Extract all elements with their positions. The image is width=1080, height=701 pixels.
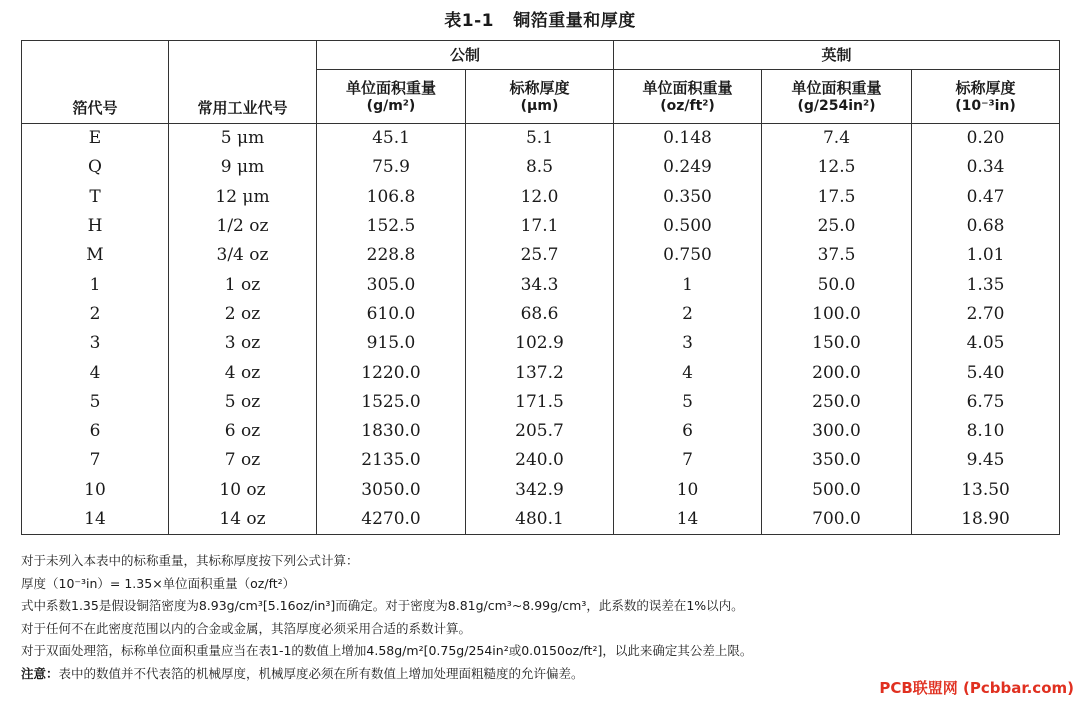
table-cell: 5 xyxy=(22,388,169,417)
header-label: 单位面积重量 xyxy=(791,78,882,97)
table-cell: 2 xyxy=(22,300,169,329)
table-cell: 14 oz xyxy=(169,505,317,535)
table-cell: 700.0 xyxy=(762,505,912,535)
table-cell: 1 xyxy=(614,270,762,299)
table-row xyxy=(22,417,1060,446)
table-cell: 0.350 xyxy=(614,183,762,212)
table-cell: 2.70 xyxy=(912,300,1060,329)
table-cell: 50.0 xyxy=(762,270,912,299)
table-row xyxy=(22,212,1060,241)
table-cell: 8.5 xyxy=(466,153,614,182)
table-cell: 4270.0 xyxy=(317,505,466,535)
table-row xyxy=(22,476,1060,505)
table-cell: 1.01 xyxy=(912,241,1060,270)
header-metric-thickness xyxy=(466,70,614,124)
header-label: 标称厚度 xyxy=(955,78,1016,97)
table-cell: 12 μm xyxy=(169,183,317,212)
table-row xyxy=(22,124,1060,154)
header-metric-weight xyxy=(317,70,466,124)
table-cell: 152.5 xyxy=(317,212,466,241)
table-row xyxy=(22,358,1060,387)
header-unit: (oz/ft²) xyxy=(660,97,715,114)
table-cell: 34.3 xyxy=(466,270,614,299)
table-cell: 3 oz xyxy=(169,329,317,358)
header-imperial-weight-g254in2 xyxy=(762,70,912,124)
table-cell: 0.500 xyxy=(614,212,762,241)
table-cell: 480.1 xyxy=(466,505,614,535)
table-row xyxy=(22,388,1060,417)
table-row xyxy=(22,446,1060,475)
table-cell: 4.05 xyxy=(912,329,1060,358)
table-cell: 7 xyxy=(614,446,762,475)
table-cell: E xyxy=(22,124,169,154)
table-cell: 0.34 xyxy=(912,153,1060,182)
table-row xyxy=(22,505,1060,535)
copper-foil-table xyxy=(21,40,1060,535)
table-cell: 6.75 xyxy=(912,388,1060,417)
table-cell: 7.4 xyxy=(762,124,912,154)
table-cell: H xyxy=(22,212,169,241)
header-imperial-weight-ozft2 xyxy=(614,70,762,124)
table-cell: 205.7 xyxy=(466,417,614,446)
header-foil-code: 箔代号 xyxy=(22,41,169,124)
table-cell: 2135.0 xyxy=(317,446,466,475)
table-cell: 7 oz xyxy=(169,446,317,475)
header-label: 标称厚度 xyxy=(509,78,570,97)
table-cell: 10 oz xyxy=(169,476,317,505)
note-line: 对于未列入本表中的标称重量，其标称厚度按下列公式计算： xyxy=(21,553,359,568)
table-cell: 3/4 oz xyxy=(169,241,317,270)
table-cell: 1220.0 xyxy=(317,358,466,387)
table-cell: 5.1 xyxy=(466,124,614,154)
note-line: 式中系数1.35是假设铜箔密度为8.93g/cm³[5.16oz/in³]而确定。对于密度为8.81g/cm³~8.99g/cm³，此系数的误差在1%以内。 xyxy=(21,598,744,613)
note-final-text: 表中的数值并不代表箔的机械厚度，机械厚度必须在所有数值上增加处理面粗糙度的允许偏差。 xyxy=(58,665,584,681)
table-cell: 150.0 xyxy=(762,329,912,358)
table-cell: 0.47 xyxy=(912,183,1060,212)
table-cell: 5 oz xyxy=(169,388,317,417)
table-cell: 4 oz xyxy=(169,358,317,387)
header-group-metric: 公制 xyxy=(317,41,614,70)
table-cell: 350.0 xyxy=(762,446,912,475)
table-cell: 0.68 xyxy=(912,212,1060,241)
table-cell: T xyxy=(22,183,169,212)
table-cell: 5 μm xyxy=(169,124,317,154)
table-cell: 1/2 oz xyxy=(169,212,317,241)
table-cell: 2 oz xyxy=(169,300,317,329)
header-industry-code: 常用工业代号 xyxy=(169,41,317,124)
table-cell: 68.6 xyxy=(466,300,614,329)
table-cell: 0.148 xyxy=(614,124,762,154)
table-cell: 1 xyxy=(22,270,169,299)
table-cell: 7 xyxy=(22,446,169,475)
table-cell: 915.0 xyxy=(317,329,466,358)
table-row xyxy=(22,300,1060,329)
table-cell: 4 xyxy=(22,358,169,387)
table-row xyxy=(22,183,1060,212)
table-cell: 12.5 xyxy=(762,153,912,182)
table-cell: 106.8 xyxy=(317,183,466,212)
note-final-label: 注意： xyxy=(21,665,59,681)
watermark: PCB联盟网 (Pcbbar.com) xyxy=(879,679,1074,697)
table-cell: 102.9 xyxy=(466,329,614,358)
table-cell: 100.0 xyxy=(762,300,912,329)
note-line: 厚度（10⁻³in）= 1.35×单位面积重量（oz/ft²） xyxy=(21,575,296,591)
table-cell: 10 xyxy=(22,476,169,505)
table-cell: Q xyxy=(22,153,169,182)
table-cell: 500.0 xyxy=(762,476,912,505)
header-label: 单位面积重量 xyxy=(345,78,436,97)
header-unit: (10⁻³in) xyxy=(955,97,1016,114)
header-unit: (μm) xyxy=(520,97,559,114)
table-cell: 305.0 xyxy=(317,270,466,299)
table-cell: 6 xyxy=(22,417,169,446)
table-cell: 3 xyxy=(614,329,762,358)
table-caption: 表1-1 铜箔重量和厚度 xyxy=(444,11,636,31)
table-row xyxy=(22,153,1060,182)
table-cell: 12.0 xyxy=(466,183,614,212)
table-cell: 25.7 xyxy=(466,241,614,270)
table-cell: 17.1 xyxy=(466,212,614,241)
header-imperial-thickness xyxy=(912,70,1060,124)
table-row xyxy=(22,241,1060,270)
table-cell: 342.9 xyxy=(466,476,614,505)
table-cell: 6 xyxy=(614,417,762,446)
table-cell: 9.45 xyxy=(912,446,1060,475)
table-cell: 1525.0 xyxy=(317,388,466,417)
table-cell: 25.0 xyxy=(762,212,912,241)
table-row xyxy=(22,270,1060,299)
table-cell: 228.8 xyxy=(317,241,466,270)
table-cell: 200.0 xyxy=(762,358,912,387)
table-cell: 3 xyxy=(22,329,169,358)
table-cell: 5.40 xyxy=(912,358,1060,387)
note-line: 对于任何不在此密度范围以内的合金或金属，其箔厚度必须采用合适的系数计算。 xyxy=(21,620,472,636)
table-cell: 2 xyxy=(614,300,762,329)
header-unit: (g/m²) xyxy=(366,97,416,114)
table-cell: 240.0 xyxy=(466,446,614,475)
note-line: 对于双面处理箔，标称单位面积重量应当在表1-1的数值上增加4.58g/m²[0.75g/254in²或0.0150oz/ft²]，以此来确定其公差上限。 xyxy=(21,643,753,658)
table-cell: 8.10 xyxy=(912,417,1060,446)
table-cell: 14 xyxy=(614,505,762,535)
header-unit: (g/254in²) xyxy=(797,97,876,114)
table-cell: 3050.0 xyxy=(317,476,466,505)
table-cell: 0.249 xyxy=(614,153,762,182)
table-cell: 171.5 xyxy=(466,388,614,417)
header-group-imperial: 英制 xyxy=(614,41,1060,70)
table-cell: 300.0 xyxy=(762,417,912,446)
table-cell: 1830.0 xyxy=(317,417,466,446)
table-cell: 37.5 xyxy=(762,241,912,270)
table-cell: 1.35 xyxy=(912,270,1060,299)
table-cell: 75.9 xyxy=(317,153,466,182)
table-cell: 17.5 xyxy=(762,183,912,212)
table-cell: 14 xyxy=(22,505,169,535)
table-cell: 0.750 xyxy=(614,241,762,270)
table-cell: 4 xyxy=(614,358,762,387)
notes xyxy=(21,550,1061,685)
table-cell: 18.90 xyxy=(912,505,1060,535)
table-cell: 0.20 xyxy=(912,124,1060,154)
table-cell: 13.50 xyxy=(912,476,1060,505)
table-cell: 10 xyxy=(614,476,762,505)
table-cell: 9 μm xyxy=(169,153,317,182)
table-cell: 250.0 xyxy=(762,388,912,417)
table-cell: 5 xyxy=(614,388,762,417)
table-cell: 137.2 xyxy=(466,358,614,387)
table-row xyxy=(22,329,1060,358)
table-cell: M xyxy=(22,241,169,270)
table-body xyxy=(22,124,1060,535)
header-label: 单位面积重量 xyxy=(642,78,733,97)
table-cell: 6 oz xyxy=(169,417,317,446)
table-cell: 610.0 xyxy=(317,300,466,329)
table-cell: 45.1 xyxy=(317,124,466,154)
table-cell: 1 oz xyxy=(169,270,317,299)
